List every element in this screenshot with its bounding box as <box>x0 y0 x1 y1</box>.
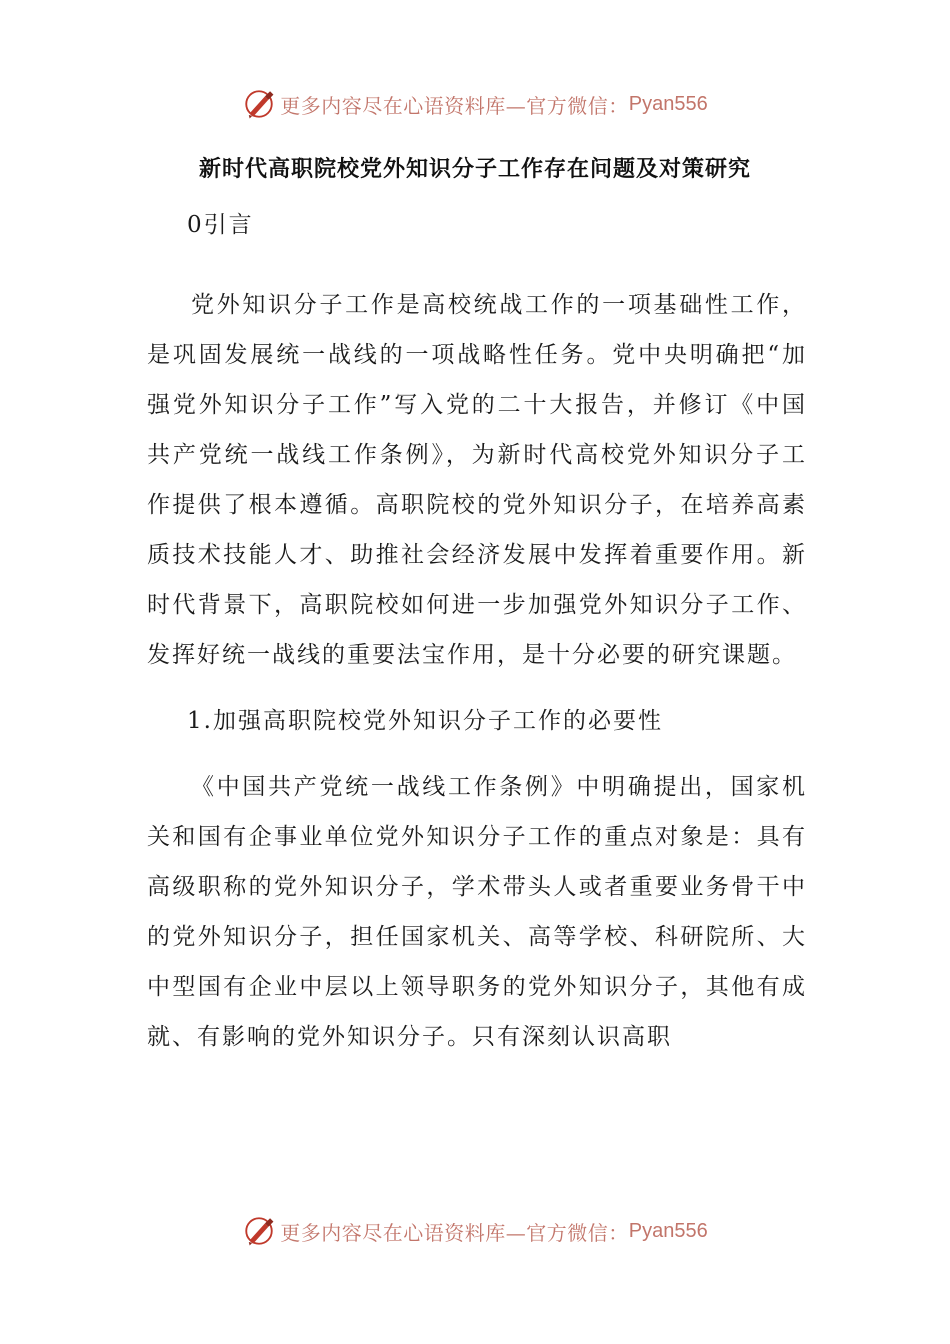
section-heading-necessity: 1.加强高职院校党外知识分子工作的必要性 <box>187 708 663 734</box>
document-title: 新时代高职院校党外知识分子工作存在问题及对策研究 <box>198 157 751 182</box>
footer-watermark <box>0 1211 950 1251</box>
watermark-text: 更多内容尽在心语资料库—官方微信： <box>280 1220 629 1245</box>
section-heading-intro: 0引言 <box>187 212 254 238</box>
watermark-wechat-id: Pyan556 <box>628 1219 708 1242</box>
paragraph-necessity: 《中国共产党统一战线工作条例》中明确提出，国家机关和国有企事业单位党外知识分子工作的重点对象是：具有高级职称的党外知识分子，学术带头人或者重要业务骨干中的党外知识分子，担任国家机关、高等学校、科研院所、大中型国有企业中层以上领导职务的党外知识分子，其他有成就、有影响的党外知识分子。只有深刻认识高职 <box>147 774 807 1050</box>
watermark-text: 更多内容尽在心语资料库—官方微信： <box>280 93 629 118</box>
paragraph-intro: 党外知识分子工作是高校统战工作的一项基础性工作，是巩固发展统一战线的一项战略性任务。党中央明确把“加强党外知识分子工作”写入党的二十大报告，并修订《中国共产党统一战线工作条例》，为新时代高校党外知识分子工作提供了根本遵循。高职院校的党外知识分子，在培养高素质技术技能人才、助推社会经济发展中发挥着重要作用。新时代背景下，高职院校如何进一步加强党外知识分子工作、发挥好统一战线的重要法宝作用，是十分必要的研究课题。 <box>147 292 807 668</box>
pen-logo-icon <box>242 87 276 121</box>
document-body <box>147 200 807 1062</box>
pen-logo-icon <box>242 1214 276 1248</box>
watermark-wechat-id: Pyan556 <box>628 92 708 115</box>
header-watermark <box>0 84 950 124</box>
